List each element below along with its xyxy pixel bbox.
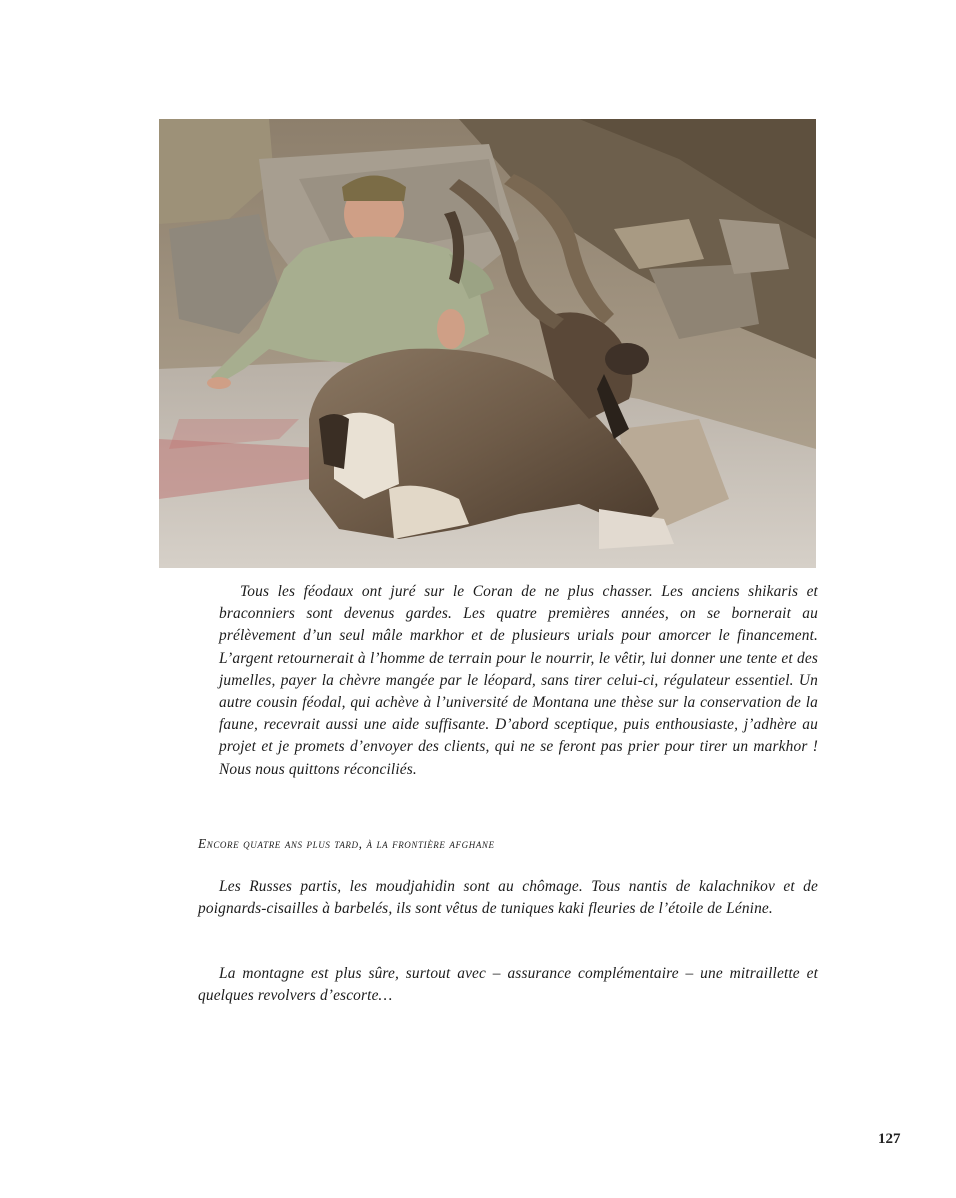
page-number: 127: [878, 1131, 901, 1147]
paragraph-2-text: Les Russes partis, les moudjahidin sont au chômage. Tous nantis de kalachnikov et de poignards-cisailles à barbelés, ils sont vêtus de tuniques kaki fleuries de l’étoile de Lénine.: [198, 878, 818, 918]
paragraph-3-text: La montagne est plus sûre, surtout avec – assurance complémentaire – une mitraillette et quelques revolvers d’escorte…: [198, 965, 818, 1005]
paragraph-2: [198, 876, 818, 920]
paragraph-1-text: Tous les féodaux ont juré sur le Coran de ne plus chasser. Les anciens shikaris et braconniers sont devenus gardes. Les quatre premières années, on se bornerait au prélèvement d’un seul mâle markhor et de plusieurs urials pour amorcer le financement. L’argent retournerait à l’homme de terrain pour le nourrir, le vêtir, lui donner une tente et des jumelles, payer la chèvre mangée par le léopard, sans tirer celui-ci, régulateur essentiel. Un autre cousin féodal, qui achève à l’université de Montana une thèse sur la conservation de la faune, recevrait aussi une aide suffisante. D’abord sceptique, puis enthousiaste, j’adhère au projet et je promets d’envoyer des clients, qui ne se feront pas prier pour tirer un markhor ! Nous nous quittons réconciliés.: [219, 583, 818, 778]
section-heading: Encore quatre ans plus tard, à la frontière afghane: [198, 836, 495, 851]
paragraph-3: [198, 963, 818, 1007]
photo-illustration: [159, 119, 816, 568]
paragraph-1: [198, 581, 818, 781]
photo-hunter-with-markhor: [159, 119, 816, 568]
